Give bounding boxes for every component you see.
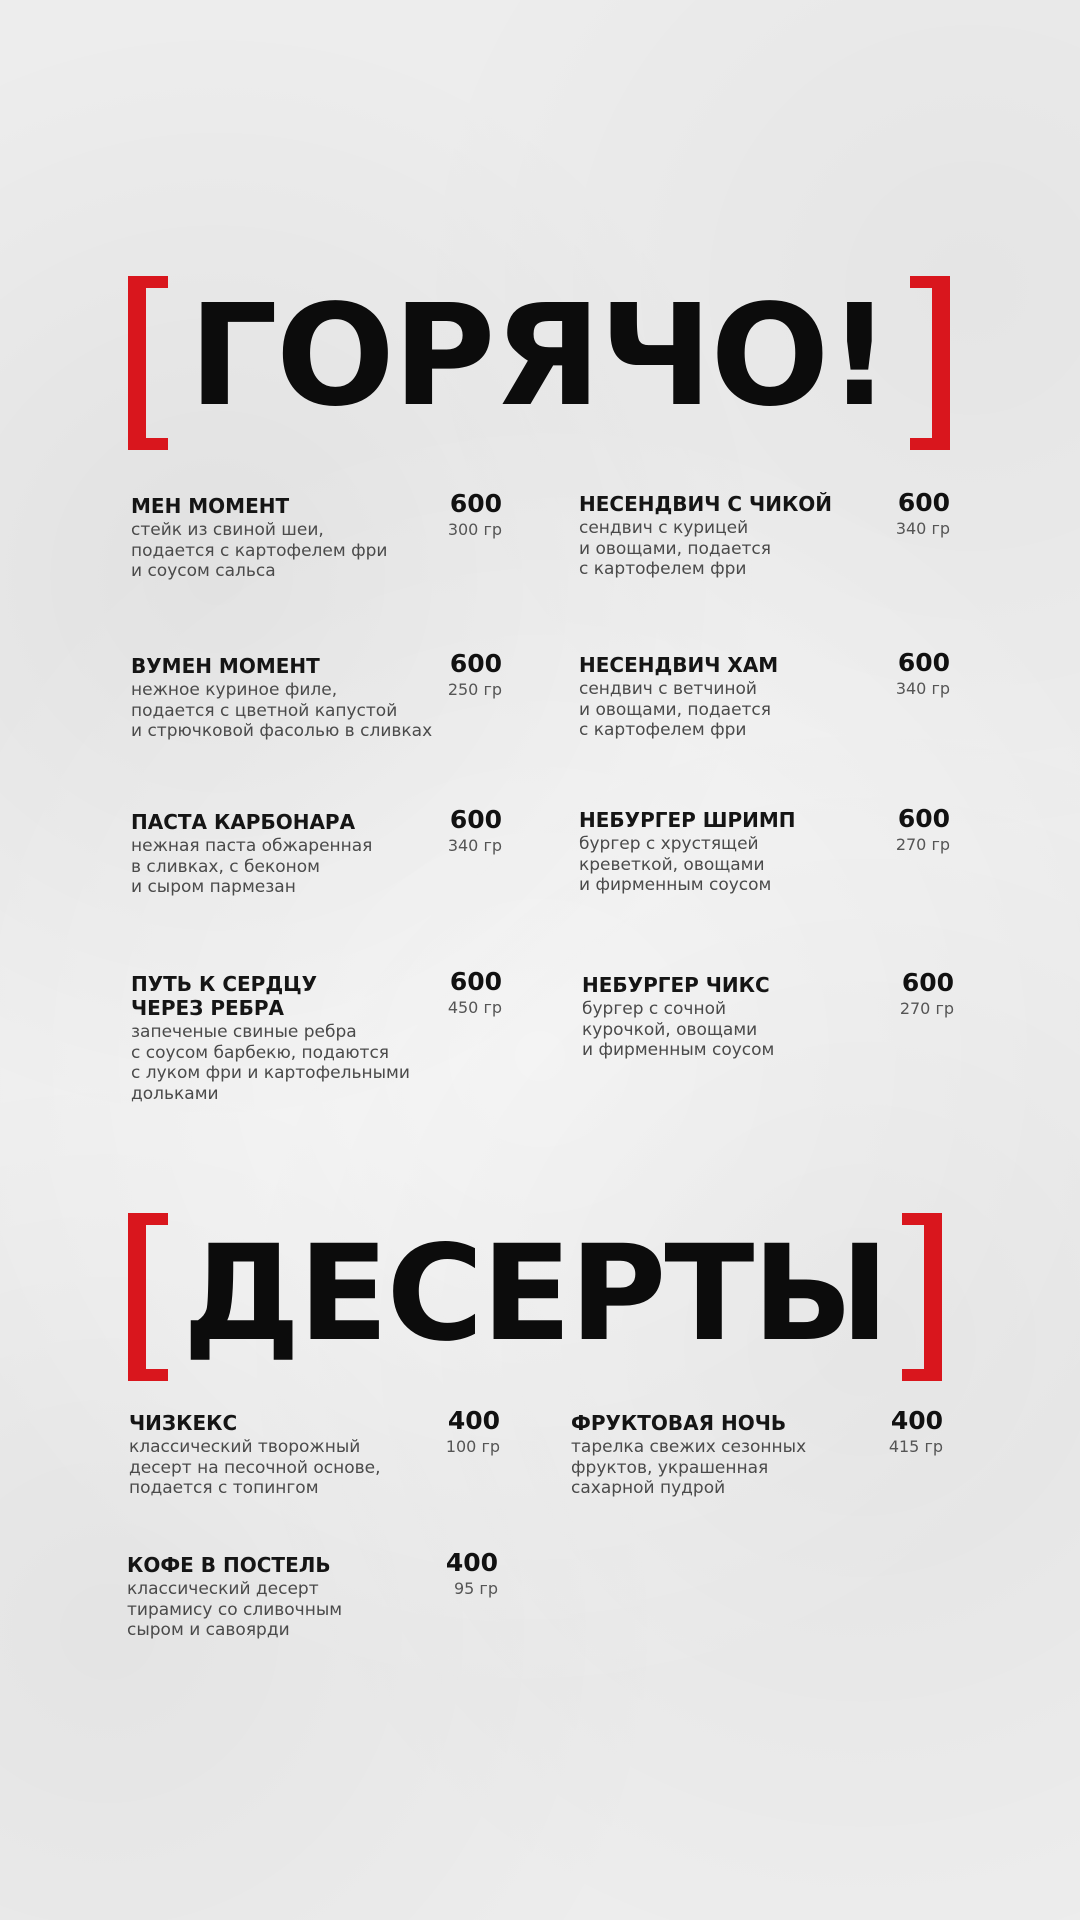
item-description-line: фруктов, украшенная xyxy=(571,1457,769,1478)
item-description-line: сыром и савоярди xyxy=(127,1620,290,1640)
right-bracket-icon xyxy=(902,1213,942,1381)
item-description-line: и соусом сальса xyxy=(131,561,276,581)
menu-item xyxy=(127,1553,342,1641)
item-price-block xyxy=(448,650,502,700)
item-weight: 340 гр xyxy=(895,679,950,698)
item-price-block xyxy=(448,968,502,1018)
item-description-line: подается с цветной капустой xyxy=(131,700,398,721)
item-description-line: нежная паста обжаренная xyxy=(131,836,373,856)
item-description-line: запеченые свиные ребра xyxy=(131,1022,357,1042)
item-price: 600 xyxy=(449,489,502,518)
item-price-block xyxy=(896,805,950,855)
item-description-line: и овощами, подается xyxy=(579,538,772,559)
item-price: 600 xyxy=(901,968,954,997)
item-price-block xyxy=(446,1407,500,1457)
item-price: 400 xyxy=(447,1406,500,1435)
item-description-line: с соусом барбекю, подаются xyxy=(131,1042,390,1063)
item-weight: 340 гр xyxy=(447,836,502,855)
item-description-line: с картофелем фри xyxy=(579,559,747,579)
item-description-line: в сливках, с беконом xyxy=(131,856,320,877)
item-description xyxy=(579,518,832,580)
menu-item xyxy=(131,654,432,742)
item-description-line: и фирменным соусом xyxy=(582,1040,775,1060)
item-price: 600 xyxy=(897,648,950,677)
item-price: 600 xyxy=(897,488,950,517)
item-description-line: сендвич с ветчиной xyxy=(579,679,757,699)
item-name: НЕСЕНДВИЧ ХАМ xyxy=(579,653,779,677)
item-name: ПАСТА КАРБОНАРА xyxy=(131,810,356,834)
menu-item xyxy=(579,808,796,896)
item-description-line: стейк из свиной шеи, xyxy=(131,520,324,540)
item-description-line: подается с топингом xyxy=(129,1478,319,1498)
item-description-line: дольками xyxy=(131,1083,219,1104)
item-description xyxy=(131,836,372,898)
item-description-line: тирамису со сливочным xyxy=(127,1599,343,1620)
item-weight: 100 гр xyxy=(445,1437,500,1456)
item-name: ЧИЗКЕКС xyxy=(129,1411,238,1435)
item-weight: 450 гр xyxy=(447,998,502,1017)
item-price-block xyxy=(446,1549,498,1599)
menu-item xyxy=(571,1411,806,1499)
item-name: ПУТЬ К СЕРДЦУ xyxy=(131,972,318,996)
item-description-line: классический творожный xyxy=(129,1437,361,1457)
item-description xyxy=(131,1022,410,1104)
item-weight: 415 гр xyxy=(888,1437,943,1456)
item-description-line: тарелка свежих сезонных xyxy=(571,1437,807,1457)
menu-item xyxy=(131,494,387,582)
item-price-block xyxy=(896,489,950,539)
section-title-desserts xyxy=(128,1213,942,1381)
item-description xyxy=(131,520,387,582)
menu-item xyxy=(582,973,774,1061)
item-name: НЕБУРГЕР ЧИКС xyxy=(582,973,770,997)
menu-item xyxy=(579,492,832,580)
item-name: КОФЕ В ПОСТЕЛЬ xyxy=(127,1553,331,1577)
item-weight: 340 гр xyxy=(895,519,950,538)
section-title-text: ГОРЯЧО! xyxy=(188,275,890,438)
item-weight: 270 гр xyxy=(899,999,954,1018)
item-price-block xyxy=(896,649,950,699)
item-description-line: нежное куриное филе, xyxy=(131,680,338,700)
item-price-block xyxy=(889,1407,943,1457)
item-price-block xyxy=(448,806,502,856)
item-description-line: бургер с хрустящей xyxy=(579,834,759,854)
item-description-line: сахарной пудрой xyxy=(571,1478,726,1498)
menu-item xyxy=(129,1411,381,1499)
item-name: МЕН МОМЕНТ xyxy=(131,494,290,518)
item-description-line: и стрючковой фасолью в сливках xyxy=(131,721,433,741)
item-name: НЕСЕНДВИЧ С ЧИКОЙ xyxy=(579,492,833,516)
item-description xyxy=(579,834,796,896)
item-price: 600 xyxy=(449,649,502,678)
section-title-text: ДЕСЕРТЫ xyxy=(182,1217,888,1371)
menu-item xyxy=(579,653,778,741)
item-description-line: сендвич с курицей xyxy=(579,518,749,538)
item-description-line: бургер с сочной xyxy=(582,999,727,1019)
item-weight: 95 гр xyxy=(453,1579,498,1598)
item-price: 600 xyxy=(449,805,502,834)
item-price: 400 xyxy=(445,1548,498,1577)
item-description xyxy=(571,1437,806,1499)
item-price-block xyxy=(900,969,954,1019)
item-name: ВУМЕН МОМЕНТ xyxy=(131,654,320,678)
item-description-line: креветкой, овощами xyxy=(579,854,765,875)
menu-item xyxy=(131,972,410,1104)
item-weight: 250 гр xyxy=(447,680,502,699)
item-name: ФРУКТОВАЯ НОЧЬ xyxy=(571,1411,787,1435)
item-name: ЧЕРЕЗ РЕБРА xyxy=(131,996,285,1020)
item-description-line: десерт на песочной основе, xyxy=(129,1457,381,1478)
item-description-line: с картофелем фри xyxy=(579,720,747,740)
item-description xyxy=(582,999,774,1061)
item-description-line: курочкой, овощами xyxy=(582,1019,758,1040)
item-price: 600 xyxy=(897,804,950,833)
menu-item xyxy=(131,810,372,898)
section-title-hot xyxy=(128,276,950,450)
item-description-line: подается с картофелем фри xyxy=(131,540,388,561)
item-description xyxy=(129,1437,381,1499)
item-price-block xyxy=(448,490,502,540)
item-description-line: и сыром пармезан xyxy=(131,877,296,897)
item-description xyxy=(579,679,778,741)
item-description-line: и овощами, подается xyxy=(579,699,772,720)
item-description-line: с луком фри и картофельными xyxy=(131,1063,410,1083)
item-description-line: и фирменным соусом xyxy=(579,875,772,895)
right-bracket-icon xyxy=(910,276,950,450)
item-weight: 270 гр xyxy=(895,835,950,854)
item-price: 400 xyxy=(890,1406,943,1435)
item-price: 600 xyxy=(449,967,502,996)
item-description xyxy=(127,1579,342,1641)
item-description-line: классический десерт xyxy=(127,1579,319,1599)
item-description xyxy=(131,680,432,742)
item-weight: 300 гр xyxy=(447,520,502,539)
item-name: НЕБУРГЕР ШРИМП xyxy=(579,808,796,832)
